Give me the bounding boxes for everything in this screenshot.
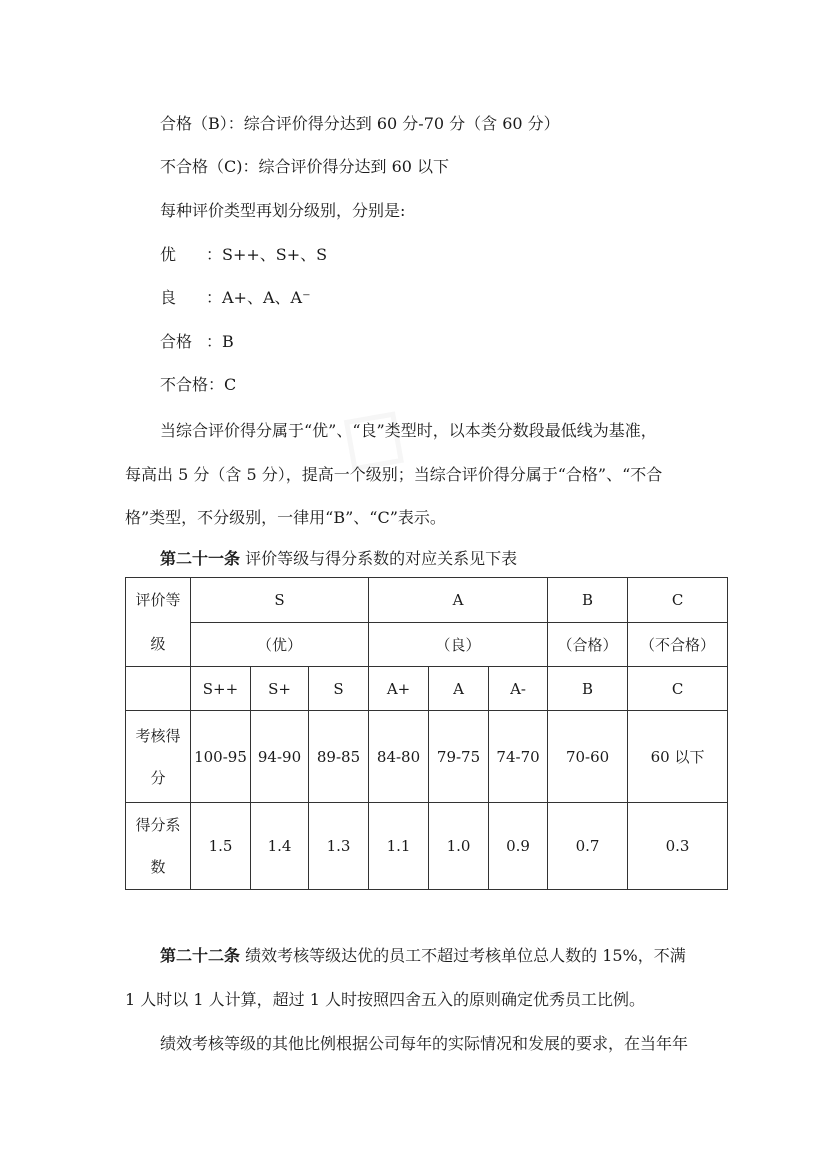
level-value: ：B — [206, 332, 234, 351]
cell-text: 数 — [150, 858, 166, 876]
coef-cell: 0.3 — [628, 803, 728, 890]
score-cell: 70-60 — [548, 711, 628, 803]
article-text: 绩效考核等级达优的员工不超过考核单位总人数的 15%，不满 — [245, 946, 686, 965]
coef-head-cell — [126, 803, 191, 890]
level-fail-line: 不合格：C — [160, 375, 237, 394]
empty-cell — [126, 667, 191, 711]
cell-text: 级 — [150, 635, 166, 653]
grade-b-line: 合格（B）：综合评价得分达到 60 分-70 分（含 60 分） — [160, 114, 560, 133]
level-label: 合格 — [160, 332, 193, 351]
score-cell: 84-80 — [369, 711, 429, 803]
coef-cell: 0.9 — [489, 803, 548, 890]
coef-cell: 1.0 — [429, 803, 489, 890]
coef-cell: 1.1 — [369, 803, 429, 890]
article-title: 第二十二条 — [160, 946, 241, 965]
grade-head-cell — [126, 578, 191, 667]
group-c-code: C — [628, 578, 728, 623]
article-title: 第二十一条 — [160, 549, 241, 568]
level-cell: A — [429, 667, 489, 711]
paragraph-line: 绩效考核等级的其他比例根据公司每年的实际情况和发展的要求，在当年年 — [160, 1034, 689, 1053]
level-value: ：A+、A、A⁻ — [206, 288, 311, 307]
level-cell: A+ — [369, 667, 429, 711]
cell-text: 分 — [150, 768, 166, 787]
paragraph-line: 格”类型，不分级别，一律用“B”、“C”表示。 — [125, 508, 446, 527]
score-head-cell — [126, 711, 191, 803]
group-b-code: B — [548, 578, 628, 623]
score-cell: 94-90 — [251, 711, 309, 803]
level-pass-line — [160, 332, 234, 352]
group-b-name: （合格） — [548, 623, 628, 667]
score-cell: 89-85 — [309, 711, 369, 803]
cell-text: 评价等 — [135, 591, 181, 609]
group-s-code: S — [191, 578, 369, 623]
paragraph-line: 当综合评价得分属于“优”、“良”类型时，以本类分数段最低线为基准， — [160, 421, 657, 440]
score-cell: 100-95 — [191, 711, 251, 803]
cell-text: 得分系 — [135, 816, 181, 834]
level-cell: S+ — [251, 667, 309, 711]
group-c-name: （不合格） — [628, 623, 728, 667]
group-a-code: A — [369, 578, 548, 623]
grade-c-line: 不合格（C)：综合评价得分达到 60 以下 — [160, 157, 450, 176]
level-label: 良 — [160, 288, 177, 307]
article-text: 评价等级与得分系数的对应关系见下表 — [245, 549, 518, 568]
level-cell: A- — [489, 667, 548, 711]
grade-coefficient-table — [125, 577, 728, 890]
group-a-name: （良） — [369, 623, 548, 667]
group-s-name: （优） — [191, 623, 369, 667]
score-cell: 79-75 — [429, 711, 489, 803]
level-cell: B — [548, 667, 628, 711]
level-cell: S — [309, 667, 369, 711]
level-good-line — [160, 288, 311, 308]
coef-cell: 0.7 — [548, 803, 628, 890]
coef-cell: 1.5 — [191, 803, 251, 890]
level-label: 优 — [160, 245, 177, 264]
level-cell: S++ — [191, 667, 251, 711]
coef-cell: 1.4 — [251, 803, 309, 890]
paragraph-line: 每高出 5 分（含 5 分），提高一个级别；当综合评价得分属于“合格”、“不合 — [125, 465, 663, 484]
cell-text: 考核得 — [135, 726, 181, 745]
level-cell: C — [628, 667, 728, 711]
sub-level-intro: 每种评价类型再划分级别，分别是: — [160, 201, 406, 220]
level-value: ：S++、S+、S — [206, 245, 328, 264]
article-22-line — [160, 946, 686, 966]
level-excellent-line — [160, 245, 327, 265]
article-21-heading — [160, 549, 517, 569]
coef-cell: 1.3 — [309, 803, 369, 890]
score-cell: 60 以下 — [628, 711, 728, 803]
score-cell: 74-70 — [489, 711, 548, 803]
paragraph-line: 1 人时以 1 人计算，超过 1 人时按照四舍五入的原则确定优秀员工比例。 — [125, 990, 645, 1009]
